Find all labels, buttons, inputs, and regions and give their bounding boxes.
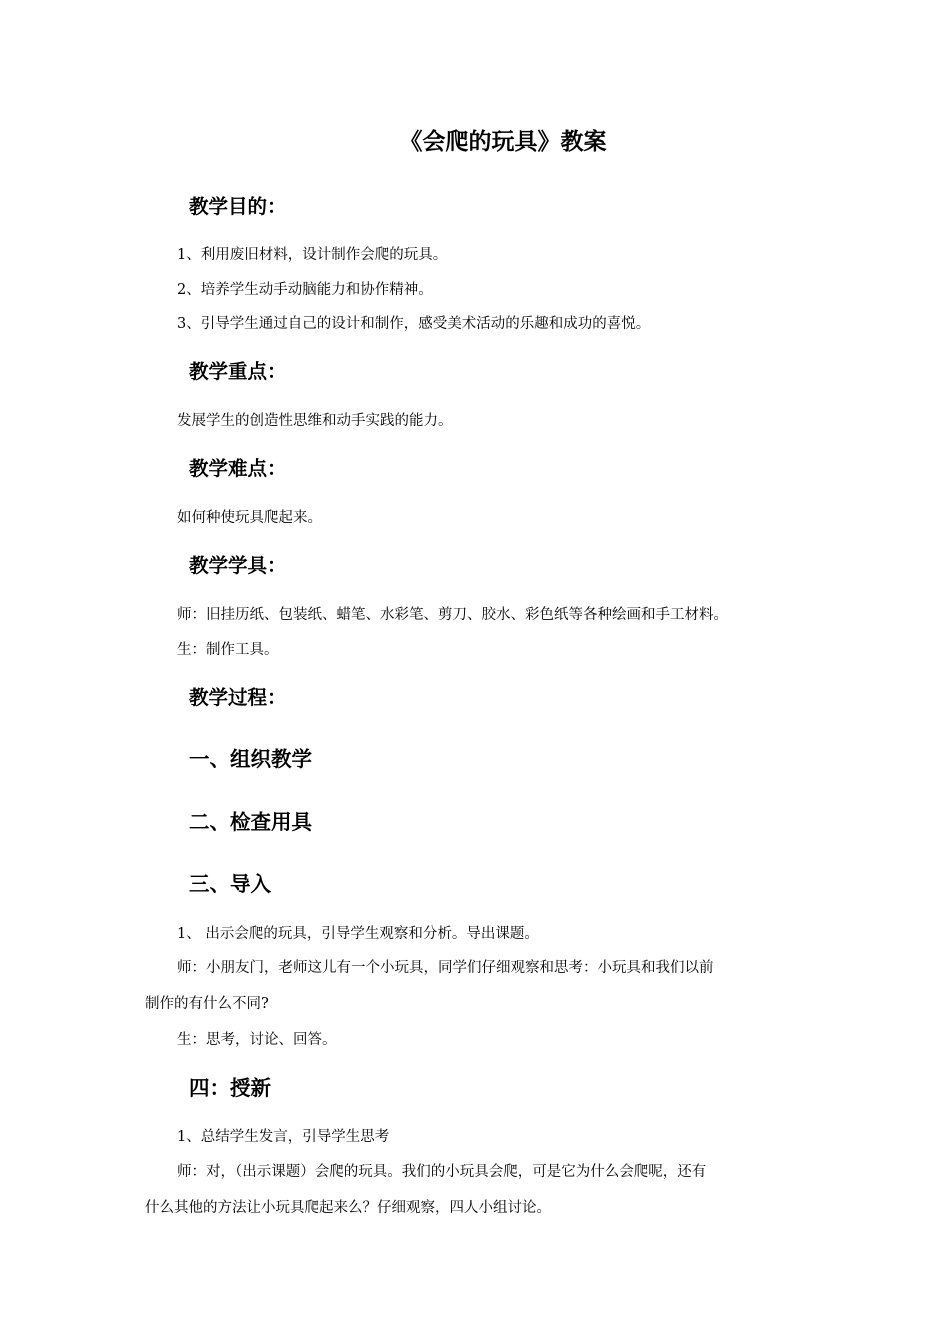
key-text: 发展学生的创造性思维和动手实践的能力。: [177, 413, 453, 429]
step1-heading: 一、组织教学: [189, 747, 312, 771]
difficulty-heading: 教学难点：: [189, 457, 287, 480]
key-heading: 教学重点：: [189, 360, 287, 383]
step4-teacher-line: 什么其他的方法让小玩具爬起来么？仔细观察，四人小组讨论。: [145, 1200, 551, 1216]
step4-heading: 四：授新: [189, 1076, 271, 1100]
step4-teacher-line: 师：对，（出示课题）会爬的玩具。我们的小玩具会爬，可是它为什么会爬呢，还有: [177, 1164, 707, 1180]
document-title: 《会爬的玩具》教案: [399, 129, 607, 155]
purpose-item: 3、引导学生通过自己的设计和制作，感受美术活动的乐趣和成功的喜悦。: [177, 316, 651, 332]
step4-item: 1、总结学生发言，引导学生思考: [177, 1129, 390, 1145]
step3-heading: 三、导入: [189, 872, 271, 896]
tools-heading: 教学学具：: [189, 554, 287, 577]
step2-heading: 二、检查用具: [189, 810, 312, 834]
step3-teacher-line: 制作的有什么不同?: [145, 996, 269, 1012]
difficulty-text: 如何种使玩具爬起来。: [177, 510, 322, 526]
process-heading: 教学过程：: [189, 686, 287, 709]
step3-student: 生：思考，讨论、回答。: [177, 1032, 337, 1048]
purpose-heading: 教学目的：: [189, 195, 287, 218]
tools-teacher: 师：旧挂历纸、包装纸、蜡笔、水彩笔、剪刀、胶水、彩色纸等各种绘画和手工材料。: [177, 607, 728, 623]
tools-student: 生：制作工具。: [177, 642, 279, 658]
step3-teacher-line: 师：小朋友门，老师这儿有一个小玩具，同学们仔细观察和思考：小玩具和我们以前: [177, 960, 714, 976]
purpose-item: 1、利用废旧材料，设计制作会爬的玩具。: [177, 247, 448, 263]
purpose-item: 2、培养学生动手动脑能力和协作精神。: [177, 282, 433, 298]
step3-item: 1、 出示会爬的玩具，引导学生观察和分析。导出课题。: [177, 926, 539, 942]
